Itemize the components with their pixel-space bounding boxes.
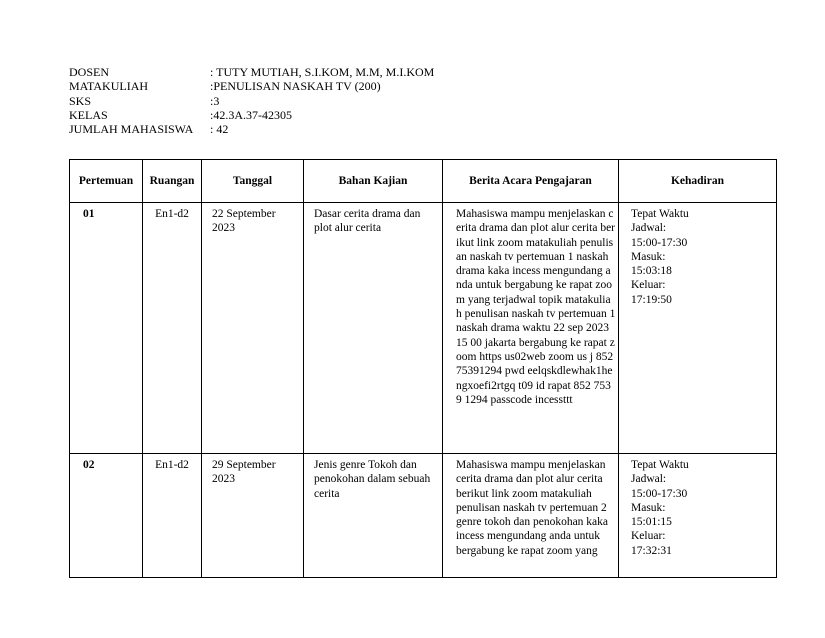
header-berita-acara: Berita Acara Pengajaran bbox=[443, 160, 619, 203]
cell-pertemuan: 02 bbox=[70, 454, 143, 578]
info-value: : TUTY MUTIAH, S.I.KOM, M.M, M.I.KOM bbox=[210, 65, 435, 79]
kehadiran-keluar-value: 17:19:50 bbox=[631, 293, 672, 306]
kehadiran-jadwal-value: 15:00-17:30 bbox=[631, 236, 688, 249]
kehadiran-keluar-label: Keluar: bbox=[631, 279, 666, 292]
kehadiran-keluar-label: Keluar: bbox=[631, 530, 666, 543]
berita-text: Mahasiswa mampu menjelaskan cerita drama dan plot alur cerita berikut link zoom matakuliah penulisan naskah tv pertemuan 2 genre tokoh dan penokohan kaka incess mengundang anda untuk bergabung ke rapat zoom yang bbox=[456, 459, 609, 557]
kehadiran-status: Tepat Waktu bbox=[631, 459, 689, 471]
kehadiran-jadwal-label: Jadwal: bbox=[631, 222, 667, 235]
info-row-dosen bbox=[69, 65, 434, 79]
attendance-table bbox=[69, 159, 777, 578]
kehadiran-masuk-value: 15:03:18 bbox=[631, 265, 672, 278]
header-ruangan: Ruangan bbox=[143, 160, 202, 203]
cell-berita-acara bbox=[443, 203, 619, 454]
header-pertemuan: Pertemuan bbox=[70, 160, 143, 203]
info-value: :PENULISAN NASKAH TV (200) bbox=[210, 79, 381, 94]
kehadiran-status: Tepat Waktu bbox=[631, 208, 689, 220]
table-row bbox=[70, 454, 777, 578]
info-label: MATAKULIAH bbox=[69, 79, 149, 94]
course-info bbox=[69, 65, 434, 136]
kehadiran-masuk-label: Masuk: bbox=[631, 501, 666, 514]
cell-ruangan: En1-d2 bbox=[143, 454, 202, 578]
cell-tanggal: 22 September 2023 bbox=[202, 203, 304, 454]
cell-berita-acara bbox=[443, 454, 619, 578]
info-label: SKS bbox=[69, 93, 92, 108]
header-bahan-kajian: Bahan Kajian bbox=[304, 160, 443, 203]
info-value: : 42 bbox=[210, 122, 229, 137]
info-value: :3 bbox=[210, 93, 220, 108]
kehadiran-keluar-value: 17:32:31 bbox=[631, 544, 672, 557]
cell-ruangan: En1-d2 bbox=[143, 203, 202, 454]
header-tanggal: Tanggal bbox=[202, 160, 304, 203]
cell-pertemuan: 01 bbox=[70, 203, 143, 454]
cell-tanggal: 29 September 2023 bbox=[202, 454, 304, 578]
info-row-matakuliah bbox=[69, 79, 434, 93]
table-row bbox=[70, 203, 777, 454]
table-header-row bbox=[70, 160, 777, 203]
info-row-jumlah bbox=[69, 122, 434, 136]
kehadiran-jadwal-value: 15:00-17:30 bbox=[631, 487, 688, 500]
cell-kehadiran bbox=[619, 454, 777, 578]
kehadiran-jadwal-label: Jadwal: bbox=[631, 473, 667, 486]
header-kehadiran: Kehadiran bbox=[619, 160, 777, 203]
kehadiran-masuk-value: 15:01:15 bbox=[631, 516, 672, 529]
cell-kehadiran bbox=[619, 203, 777, 454]
info-label: KELAS bbox=[69, 107, 108, 122]
berita-text: Mahasiswa mampu menjelaskan cerita drama dan plot alur cerita berikut link zoom matakuliah penulisan naskah tv pertemuan 1 naskah drama kaka incess mengundang anda untuk bergabung ke rapat zoom yang terjadwal topik matakuliah penulisan naskah tv pertemuan 1 naskah drama waktu 22 sep 2023 15 00 jakarta bergabung ke rapat zoom https us02web zoom us j 85275391294 pwd eelqskdlewhak1hengxoefi2rtgq t09 id rapat 852 7539 1294 passcode incessttt bbox=[456, 208, 616, 406]
info-value: :42.3A.37-42305 bbox=[210, 107, 292, 122]
info-row-sks bbox=[69, 94, 434, 108]
info-label: DOSEN bbox=[69, 65, 110, 79]
info-row-kelas bbox=[69, 108, 434, 122]
kehadiran-masuk-label: Masuk: bbox=[631, 250, 666, 263]
cell-bahan-kajian: Dasar cerita drama dan plot alur cerita bbox=[304, 203, 443, 454]
cell-bahan-kajian: Jenis genre Tokoh dan penokohan dalam sebuah cerita bbox=[304, 454, 443, 578]
info-label: JUMLAH MAHASISWA bbox=[69, 122, 194, 137]
